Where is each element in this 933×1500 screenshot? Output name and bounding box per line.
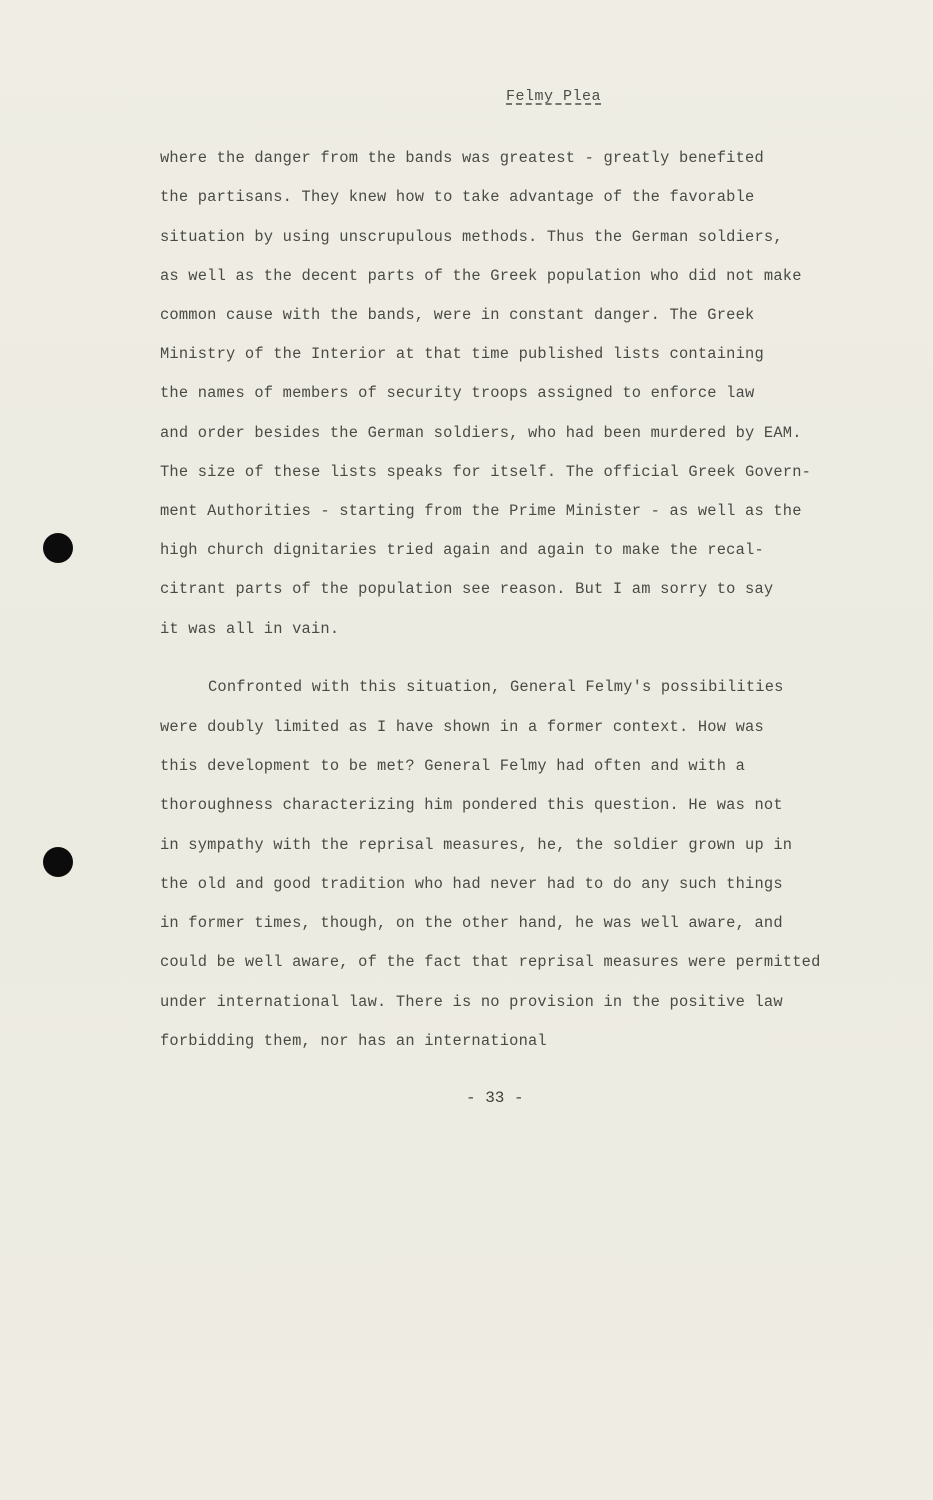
- binder-hole-top: [43, 533, 73, 563]
- body-line: thoroughness characterizing him pondered this question. He was not: [160, 796, 783, 814]
- body-line: citrant parts of the population see reason. But I am sorry to say: [160, 580, 774, 598]
- body-line: under international law. There is no provision in the positive law: [160, 993, 783, 1011]
- body-line: and order besides the German soldiers, who had been murdered by EAM.: [160, 424, 802, 442]
- body-line: as well as the decent parts of the Greek population who did not make: [160, 267, 802, 285]
- body-line: could be well aware, of the fact that reprisal measures were permitted: [160, 953, 821, 971]
- body-line: The size of these lists speaks for itself. The official Greek Govern-: [160, 463, 812, 481]
- body-line: it was all in vain.: [160, 620, 340, 638]
- body-line: Ministry of the Interior at that time published lists containing: [160, 345, 764, 363]
- body-line: this development to be met? General Felmy had often and with a: [160, 757, 746, 775]
- body-line: situation by using unscrupulous methods. Thus the German soldiers,: [160, 228, 783, 246]
- body-line: the old and good tradition who had never had to do any such things: [160, 875, 783, 893]
- page-number: - 33 -: [466, 1089, 524, 1107]
- body-line: Confronted with this situation, General Felmy's possibilities: [208, 678, 784, 696]
- body-line: high church dignitaries tried again and again to make the recal-: [160, 541, 764, 559]
- body-line: in former times, though, on the other hand, he was well aware, and: [160, 914, 783, 932]
- body-line: the names of members of security troops assigned to enforce law: [160, 384, 755, 402]
- body-line: common cause with the bands, were in constant danger. The Greek: [160, 306, 755, 324]
- binder-hole-bottom: [43, 847, 73, 877]
- body-line: where the danger from the bands was greatest - greatly benefited: [160, 149, 764, 167]
- body-line: were doubly limited as I have shown in a former context. How was: [160, 718, 764, 736]
- body-line: the partisans. They knew how to take advantage of the favorable: [160, 188, 755, 206]
- body-line: in sympathy with the reprisal measures, he, the soldier grown up in: [160, 836, 793, 854]
- body-line: ment Authorities - starting from the Prime Minister - as well as the: [160, 502, 802, 520]
- page-header-title: Felmy Plea: [506, 88, 602, 105]
- body-line: forbidding them, nor has an international: [160, 1032, 547, 1050]
